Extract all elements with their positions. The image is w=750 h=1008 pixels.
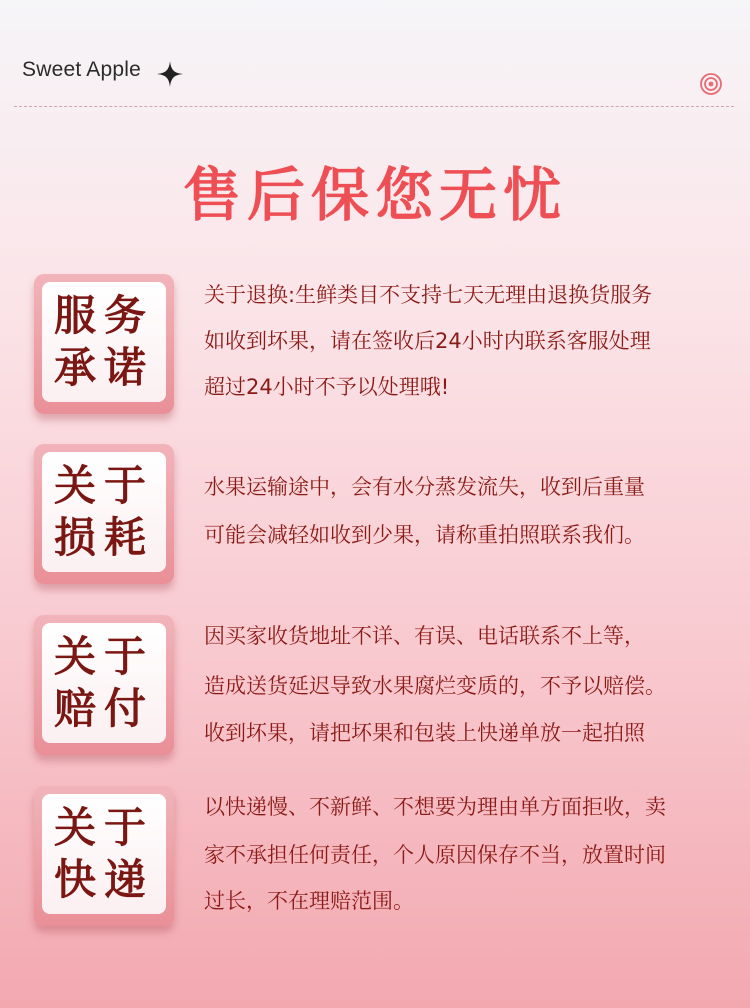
- description-line: 水果运输途中，会有水分蒸发流失，收到后重量: [204, 475, 645, 499]
- description-line: 以快递慢、不新鲜、不想要为理由单方面拒收，卖: [204, 795, 666, 819]
- section-badge: [34, 615, 174, 755]
- badge-line-2: 赔付: [53, 684, 154, 733]
- header: [0, 0, 750, 108]
- description-line: 因买家收货地址不详、有误、电话联系不上等，: [204, 624, 645, 648]
- section-badge: [34, 786, 174, 926]
- description-line: 关于退换:生鲜类目不支持七天无理由退换货服务: [204, 283, 653, 307]
- badge-line-1: 关于: [53, 632, 154, 681]
- description-line: 可能会减轻如收到少果，请称重拍照联系我们。: [204, 523, 645, 547]
- section-compensation: [0, 615, 750, 765]
- section-badge-face: [42, 794, 166, 914]
- section-badge: [34, 274, 174, 414]
- badge-line-2: 承诺: [53, 343, 154, 392]
- section-loss: [0, 444, 750, 594]
- section-badge: [34, 444, 174, 584]
- badge-line-2: 快递: [53, 855, 154, 904]
- badge-line-2: 损耗: [53, 513, 154, 562]
- description-line: 如收到坏果，请在签收后24小时内联系客服处理: [204, 329, 651, 353]
- header-divider: [14, 106, 734, 107]
- badge-line-1: 关于: [53, 461, 154, 510]
- description-line: 超过24小时不予以处理哦!: [204, 375, 450, 399]
- section-badge-face: [42, 282, 166, 402]
- page-title: 售后保您无忧: [182, 161, 567, 229]
- section-badge-face: [42, 452, 166, 572]
- four-point-star-icon: [156, 60, 184, 88]
- section-express: [0, 786, 750, 936]
- target-icon: [699, 72, 723, 96]
- badge-line-1: 服务: [53, 291, 154, 340]
- description-line: 收到坏果，请把坏果和包装上快递单放一起拍照: [204, 721, 645, 745]
- description-line: 造成送货延迟导致水果腐烂变质的，不予以赔偿。: [204, 674, 666, 698]
- section-service-promise: [0, 272, 750, 422]
- description-line: 家不承担任何责任，个人原因保存不当，放置时间: [204, 843, 666, 867]
- badge-line-1: 关于: [53, 803, 154, 852]
- section-badge-face: [42, 623, 166, 743]
- description-line: 过长，不在理赔范围。: [204, 889, 414, 913]
- brand-name: Sweet Apple: [22, 58, 141, 81]
